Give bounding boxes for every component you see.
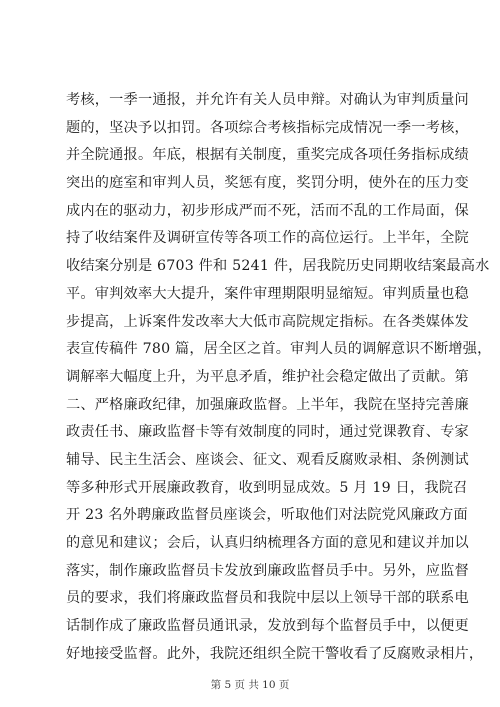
body-text	[66, 87, 492, 668]
text-line: 话制作成了廉政监督员通讯录，发放到每个监督员手中，以便更	[66, 618, 469, 635]
page-number-footer: 第 5 页 共 10 页	[210, 679, 290, 691]
text-line: 并全院通报。年底，根据有关制度，重奖完成各项任务指标成绩	[66, 147, 469, 164]
text-line: 持了收结案件及调研宣传等各项工作的高位运行。上半年，全院	[66, 230, 469, 247]
text-line: 题的，坚决予以扣罚。各项综合考核指标完成情况一季一考核，	[66, 119, 469, 136]
text-line: 政责任书、廉政监督卡等有效制度的同时，通过党课教育、专家	[66, 424, 469, 441]
text-line: 收结案分别是 6703 件和 5241 件，居我院历史同期收结案最高水	[66, 258, 490, 275]
text-line: 落实，制作廉政监督员卡发放到廉政监督员手中。另外，应监督	[66, 562, 469, 579]
text-line: 等多种形式开展廉政教育，收到明显成效。5 月 19 日，我院召	[66, 479, 468, 496]
text-line: 突出的庭室和审判人员，奖惩有度，奖罚分明，使外在的压力变	[66, 175, 469, 192]
text-line: 开 23 名外聘廉政监督员座谈会，听取他们对法院党风廉政方面	[66, 507, 468, 524]
text-line: 辅导、民主生活会、座谈会、征文、观看反腐败录相、条例测试	[66, 451, 469, 468]
text-line: 的意见和建议；会后，认真归纳梳理各方面的意见和建议并加以	[66, 535, 469, 551]
text-line: 员的要求，我们将廉政监督员和我院中层以上领导干部的联系电	[66, 590, 469, 607]
text-line: 表宣传稿件 780 篇，居全区之首。审判人员的调解意识不断增强，	[66, 341, 492, 358]
text-line: 考核，一季一通报，并允许有关人员申辩。对确认为审判质量问	[66, 92, 469, 108]
text-line: 调解率大幅度上升，为平息矛盾，维护社会稳定做出了贡献。第	[66, 368, 469, 385]
text-line: 二、严格廉政纪律，加强廉政监督。上半年，我院在坚持完善廉	[66, 396, 469, 413]
text-line: 成内在的驱动力，初步形成严而不死，活而不乱的工作局面，保	[66, 202, 469, 219]
text-line: 步提高，上诉案件发改率大大低市高院规定指标。在各类媒体发	[66, 313, 469, 330]
text-line: 好地接受监督。此外，我院还组织全院干警收看了反腐败录相片，	[66, 645, 484, 662]
text-line: 平。审判效率大大提升，案件审理期限明显缩短。审判质量也稳	[66, 285, 469, 302]
